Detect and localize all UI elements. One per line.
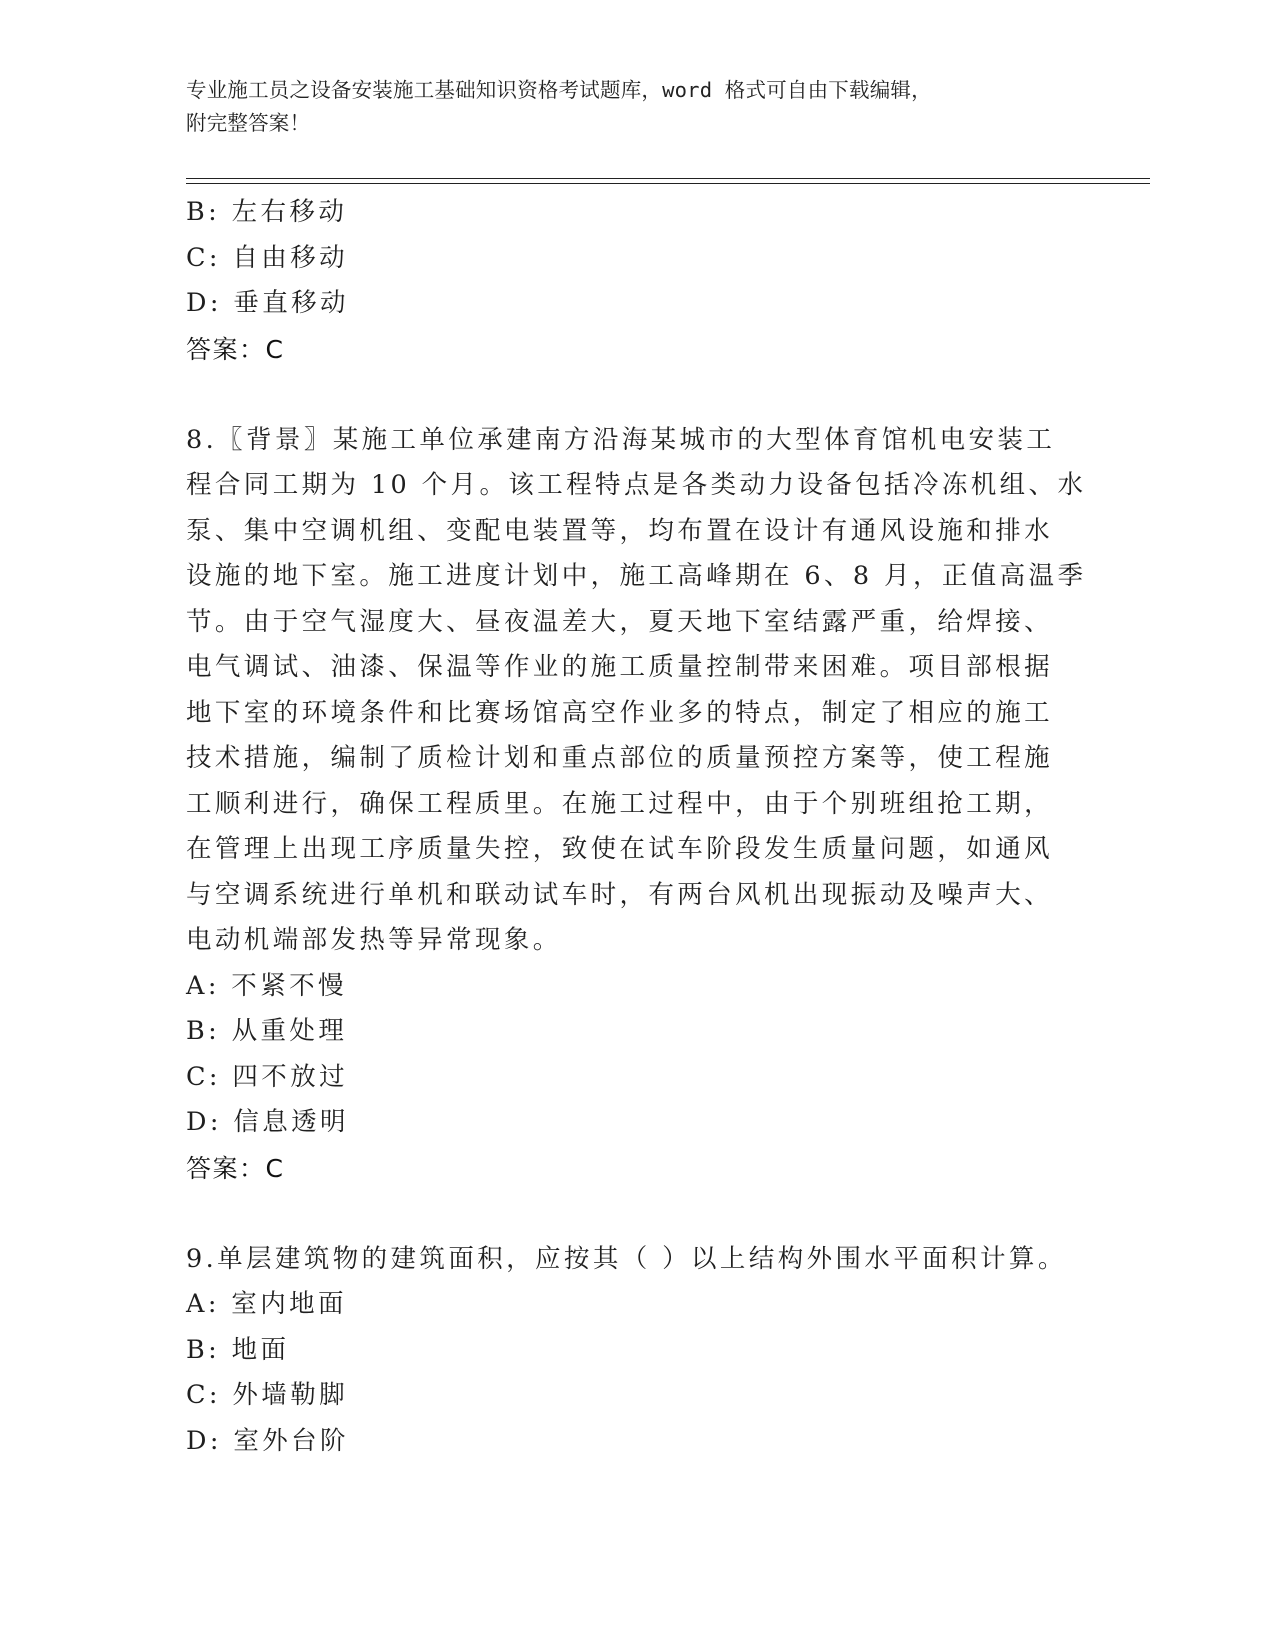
question-9-options bbox=[186, 1282, 1086, 1464]
question-8-text bbox=[186, 418, 1086, 964]
question-7-options bbox=[186, 190, 1086, 327]
option-b: B: 左右移动 bbox=[186, 197, 348, 227]
option-a: A: 不紧不慢 bbox=[186, 970, 347, 1001]
question-8-line: 电动机端部发热等异常现象。 bbox=[186, 925, 562, 955]
option-c: C: 四不放过 bbox=[186, 1061, 349, 1092]
option-c: C: 外墙勒脚 bbox=[186, 1380, 349, 1410]
spacer bbox=[186, 372, 1086, 418]
question-8-line: 节。由于空气湿度大、昼夜温差大，夏天地下室结露严重，给焊接、 bbox=[186, 606, 1054, 637]
question-8-line: 地下室的环境条件和比赛场馆高空作业多的特点，制定了相应的施工 bbox=[186, 697, 1054, 728]
option-b: B: 地面 bbox=[186, 1334, 290, 1365]
option-d: D: 信息透明 bbox=[186, 1107, 349, 1137]
question-8-answer: 答案：C bbox=[186, 1153, 285, 1183]
question-8-line: 技术措施，编制了质检计划和重点部位的质量预控方案等，使工程施 bbox=[186, 743, 1054, 773]
question-8-line: 与空调系统进行单机和联动试车时，有两台风机出现振动及噪声大、 bbox=[186, 879, 1054, 910]
header-divider-bottom bbox=[186, 183, 1150, 184]
question-8-line: 泵、集中空调机组、变配电装置等，均布置在设计有通风设施和排水 bbox=[186, 515, 1054, 546]
option-c: C: 自由移动 bbox=[186, 242, 349, 273]
header-line-2: 附完整答案！ bbox=[186, 111, 311, 135]
question-8-line: 设施的地下室。施工进度计划中，施工高峰期在 6、8 月，正值高温季 bbox=[186, 561, 1087, 591]
spacer bbox=[186, 1191, 1086, 1237]
question-8-line: 在管理上出现工序质量失控，致使在试车阶段发生质量问题，如通风 bbox=[186, 834, 1054, 864]
question-7-answer: 答案：C bbox=[186, 334, 285, 364]
question-8-line: 工顺利进行，确保工程质里。在施工过程中，由于个别班组抢工期， bbox=[186, 788, 1054, 819]
document-body bbox=[186, 190, 1086, 1464]
option-d: D: 室外台阶 bbox=[186, 1425, 349, 1456]
question-8-line: 电气调试、油漆、保温等作业的施工质量控制带来困难。项目部根据 bbox=[186, 652, 1054, 682]
question-8-line: 程合同工期为 10 个月。该工程特点是各类动力设备包括冷冻机组、水 bbox=[186, 470, 1087, 500]
option-d: D: 垂直移动 bbox=[186, 288, 349, 318]
header-line-1: 专业施工员之设备安装施工基础知识资格考试题库，word 格式可自由下载编辑， bbox=[186, 78, 932, 102]
option-a: A: 室内地面 bbox=[186, 1289, 347, 1319]
question-8-line: 8.〖背景〗某施工单位承建南方沿海某城市的大型体育馆机电安装工 bbox=[186, 424, 1056, 455]
option-b: B: 从重处理 bbox=[186, 1016, 348, 1046]
question-8-options bbox=[186, 964, 1086, 1146]
document-header bbox=[186, 74, 1056, 140]
question-9-text: 9.单层建筑物的建筑面积，应按其（ ）以上结构外围水平面积计算。 bbox=[186, 1243, 1067, 1274]
header-divider-top bbox=[186, 178, 1150, 179]
